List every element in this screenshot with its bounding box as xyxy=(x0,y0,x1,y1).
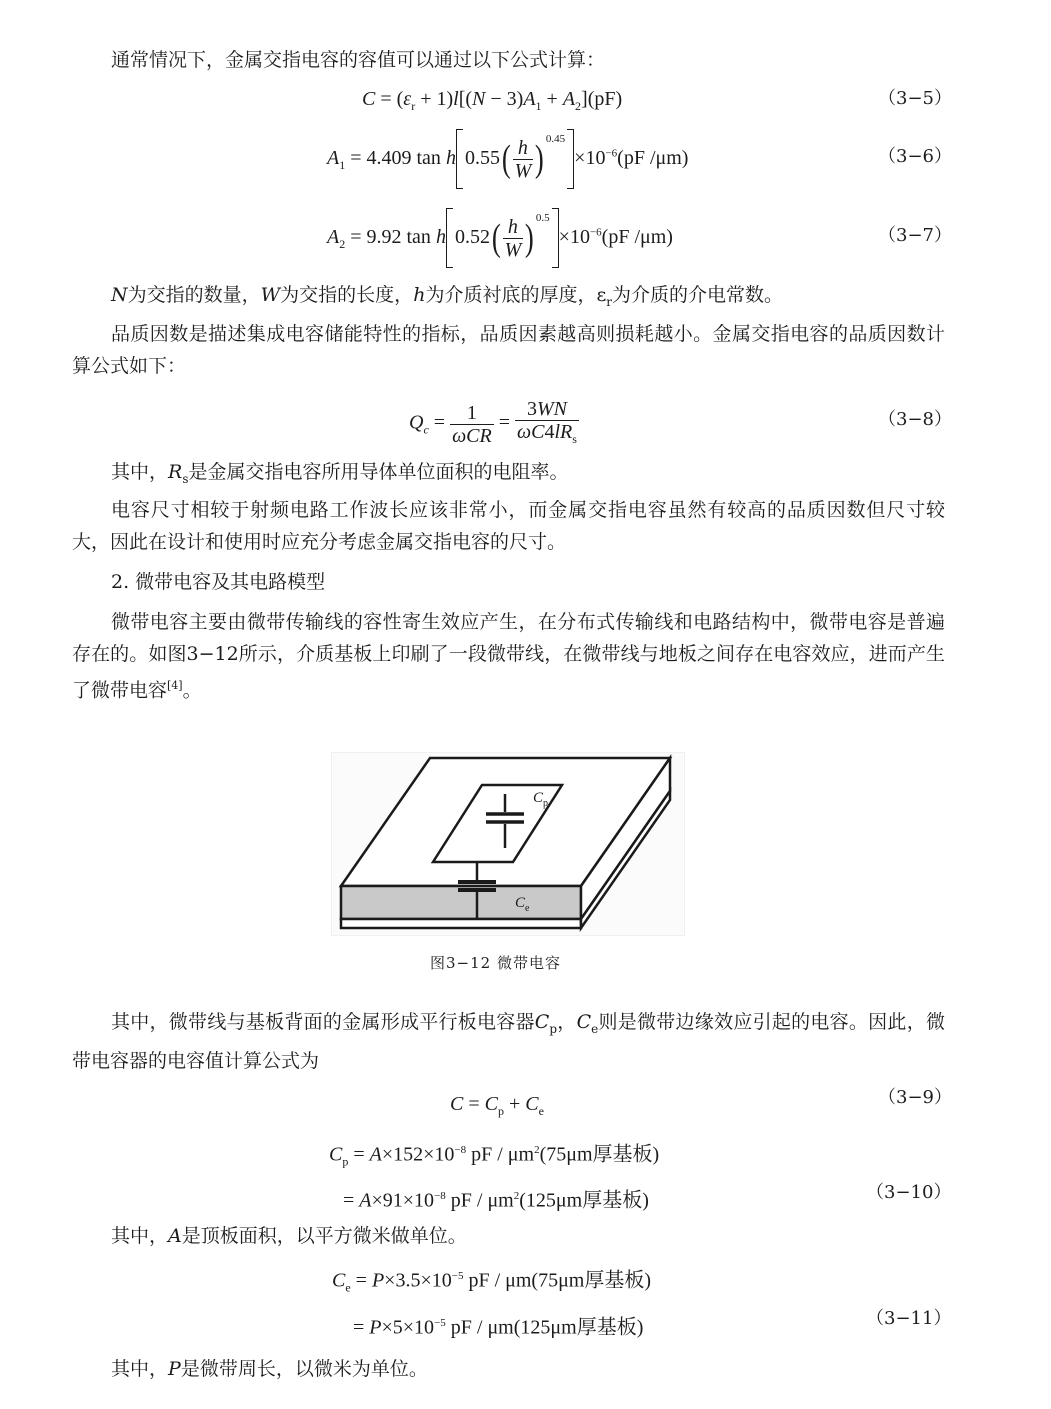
figure-caption: 图3−12 微带电容 xyxy=(430,954,561,972)
parallel-plate-paragraph: 其中，微带线与基板背面的金属形成平行板电容器$C_p$，$C_e$则是微带边缘效应引起的电容。因此，微带电容器的电容值计算公式为 xyxy=(72,1011,945,1072)
intro-paragraph: 通常情况下，金属交指电容的容值可以通过以下公式计算： xyxy=(111,49,606,71)
equation-3-10-line2: = $A\times 91\times 10^{-8}$ pF / $\mu m^2(125\mu m$厚基板) xyxy=(343,1189,649,1212)
equation-3-11-line2: = $P\times 5\times 10^{-5}$ pF / μm(125μm厚基板) xyxy=(353,1316,644,1339)
equation-number: （3−7） xyxy=(878,225,952,246)
microstrip-capacitor-figure xyxy=(331,752,685,936)
equation-3-6: $A_1 = 4.409$ tan h 0.55( $\frac{h}{W}$ ) $^{0.45}\times 10^{-6}(pF$ /μm) xyxy=(327,127,688,189)
equation-number: （3−9） xyxy=(878,1087,952,1108)
equation-number: （3−11） xyxy=(866,1308,952,1329)
perimeter-paragraph: 其中，P是微带周长，以微米为单位。 xyxy=(111,1358,428,1380)
equation-3-5: $C = (\varepsilon_r + 1)l[(N - 3)A_1 + A_2](pF)$ xyxy=(362,88,623,113)
resistivity-paragraph: 其中，$R_s$是金属交指电容所用导体单位面积的电阻率。 xyxy=(111,461,569,486)
equation-3-11-line1: $C_e = P\times 3.5\times 10^{-5}$ pF / μm(75μm厚基板) xyxy=(332,1269,652,1295)
size-paragraph: 电容尺寸相较于射频电路工作波长应该非常小，而金属交指电容虽然有较高的品质因数但尺寸较大，因此在设计和使用时应充分考虑金属交指电容的尺寸。 xyxy=(72,499,945,553)
microstrip-paragraph: 微带电容主要由微带传输线的容性寄生效应产生，在分布式传输线和电路结构中，微带电容是普遍存在的。如图3−12所示，介质基板上印刷了一段微带线，在微带线与地板之间存在电容效应，进而产生了微带电容[4]。 xyxy=(72,611,945,702)
eq-exponent: 0.45 xyxy=(545,133,566,145)
equation-number: （3−10） xyxy=(866,1182,952,1203)
ce-label: $C_e$ xyxy=(515,895,530,914)
equation-3-10-line1: $C_p = A\times 152\times 10^{-8}$ pF / $\mu m^2(75\mu m$厚基板) xyxy=(329,1143,660,1169)
citation-ref: [4] xyxy=(167,679,183,692)
equation-number: （3−6） xyxy=(878,146,952,167)
equation-number: （3−5） xyxy=(878,88,952,109)
eq-coefficient: 4.409 xyxy=(366,147,412,169)
section-heading: 2. 微带电容及其电路模型 xyxy=(111,571,326,593)
equation-3-7: $A_2 = 9.92$ tan h 0.52( $\frac{h}{W}$ ) $^{0.5}\times 10^{-6}(pF$ /μm) xyxy=(327,206,673,268)
eq-coefficient: 9.92 xyxy=(366,226,402,248)
eq-inner-coefficient: 0.55 xyxy=(464,147,500,169)
equation-number: （3−8） xyxy=(878,409,952,430)
cp-label: $C_p$ xyxy=(533,790,549,809)
area-paragraph: 其中，A是顶板面积，以平方微米做单位。 xyxy=(111,1225,467,1247)
equation-3-8: $Q_c$ = $\frac{1}{\text{ωCR}}$ = $\frac{3WN}{\omega C4lR_s}$ xyxy=(409,398,577,447)
eq-exponent: 0.5 xyxy=(535,212,550,224)
variables-paragraph: N为交指的数量，W为交指的长度，h为介质衬底的厚度，$\varepsilon_r$为介质的介电常数。 xyxy=(111,284,784,309)
eq-inner-coefficient: 0.52 xyxy=(454,226,490,248)
equation-3-9: $C = C_p + C_e$ xyxy=(450,1093,544,1118)
quality-factor-paragraph: 品质因数是描述集成电容储能特性的指标，品质因素越高则损耗越小。金属交指电容的品质因数计算公式如下： xyxy=(72,323,945,377)
